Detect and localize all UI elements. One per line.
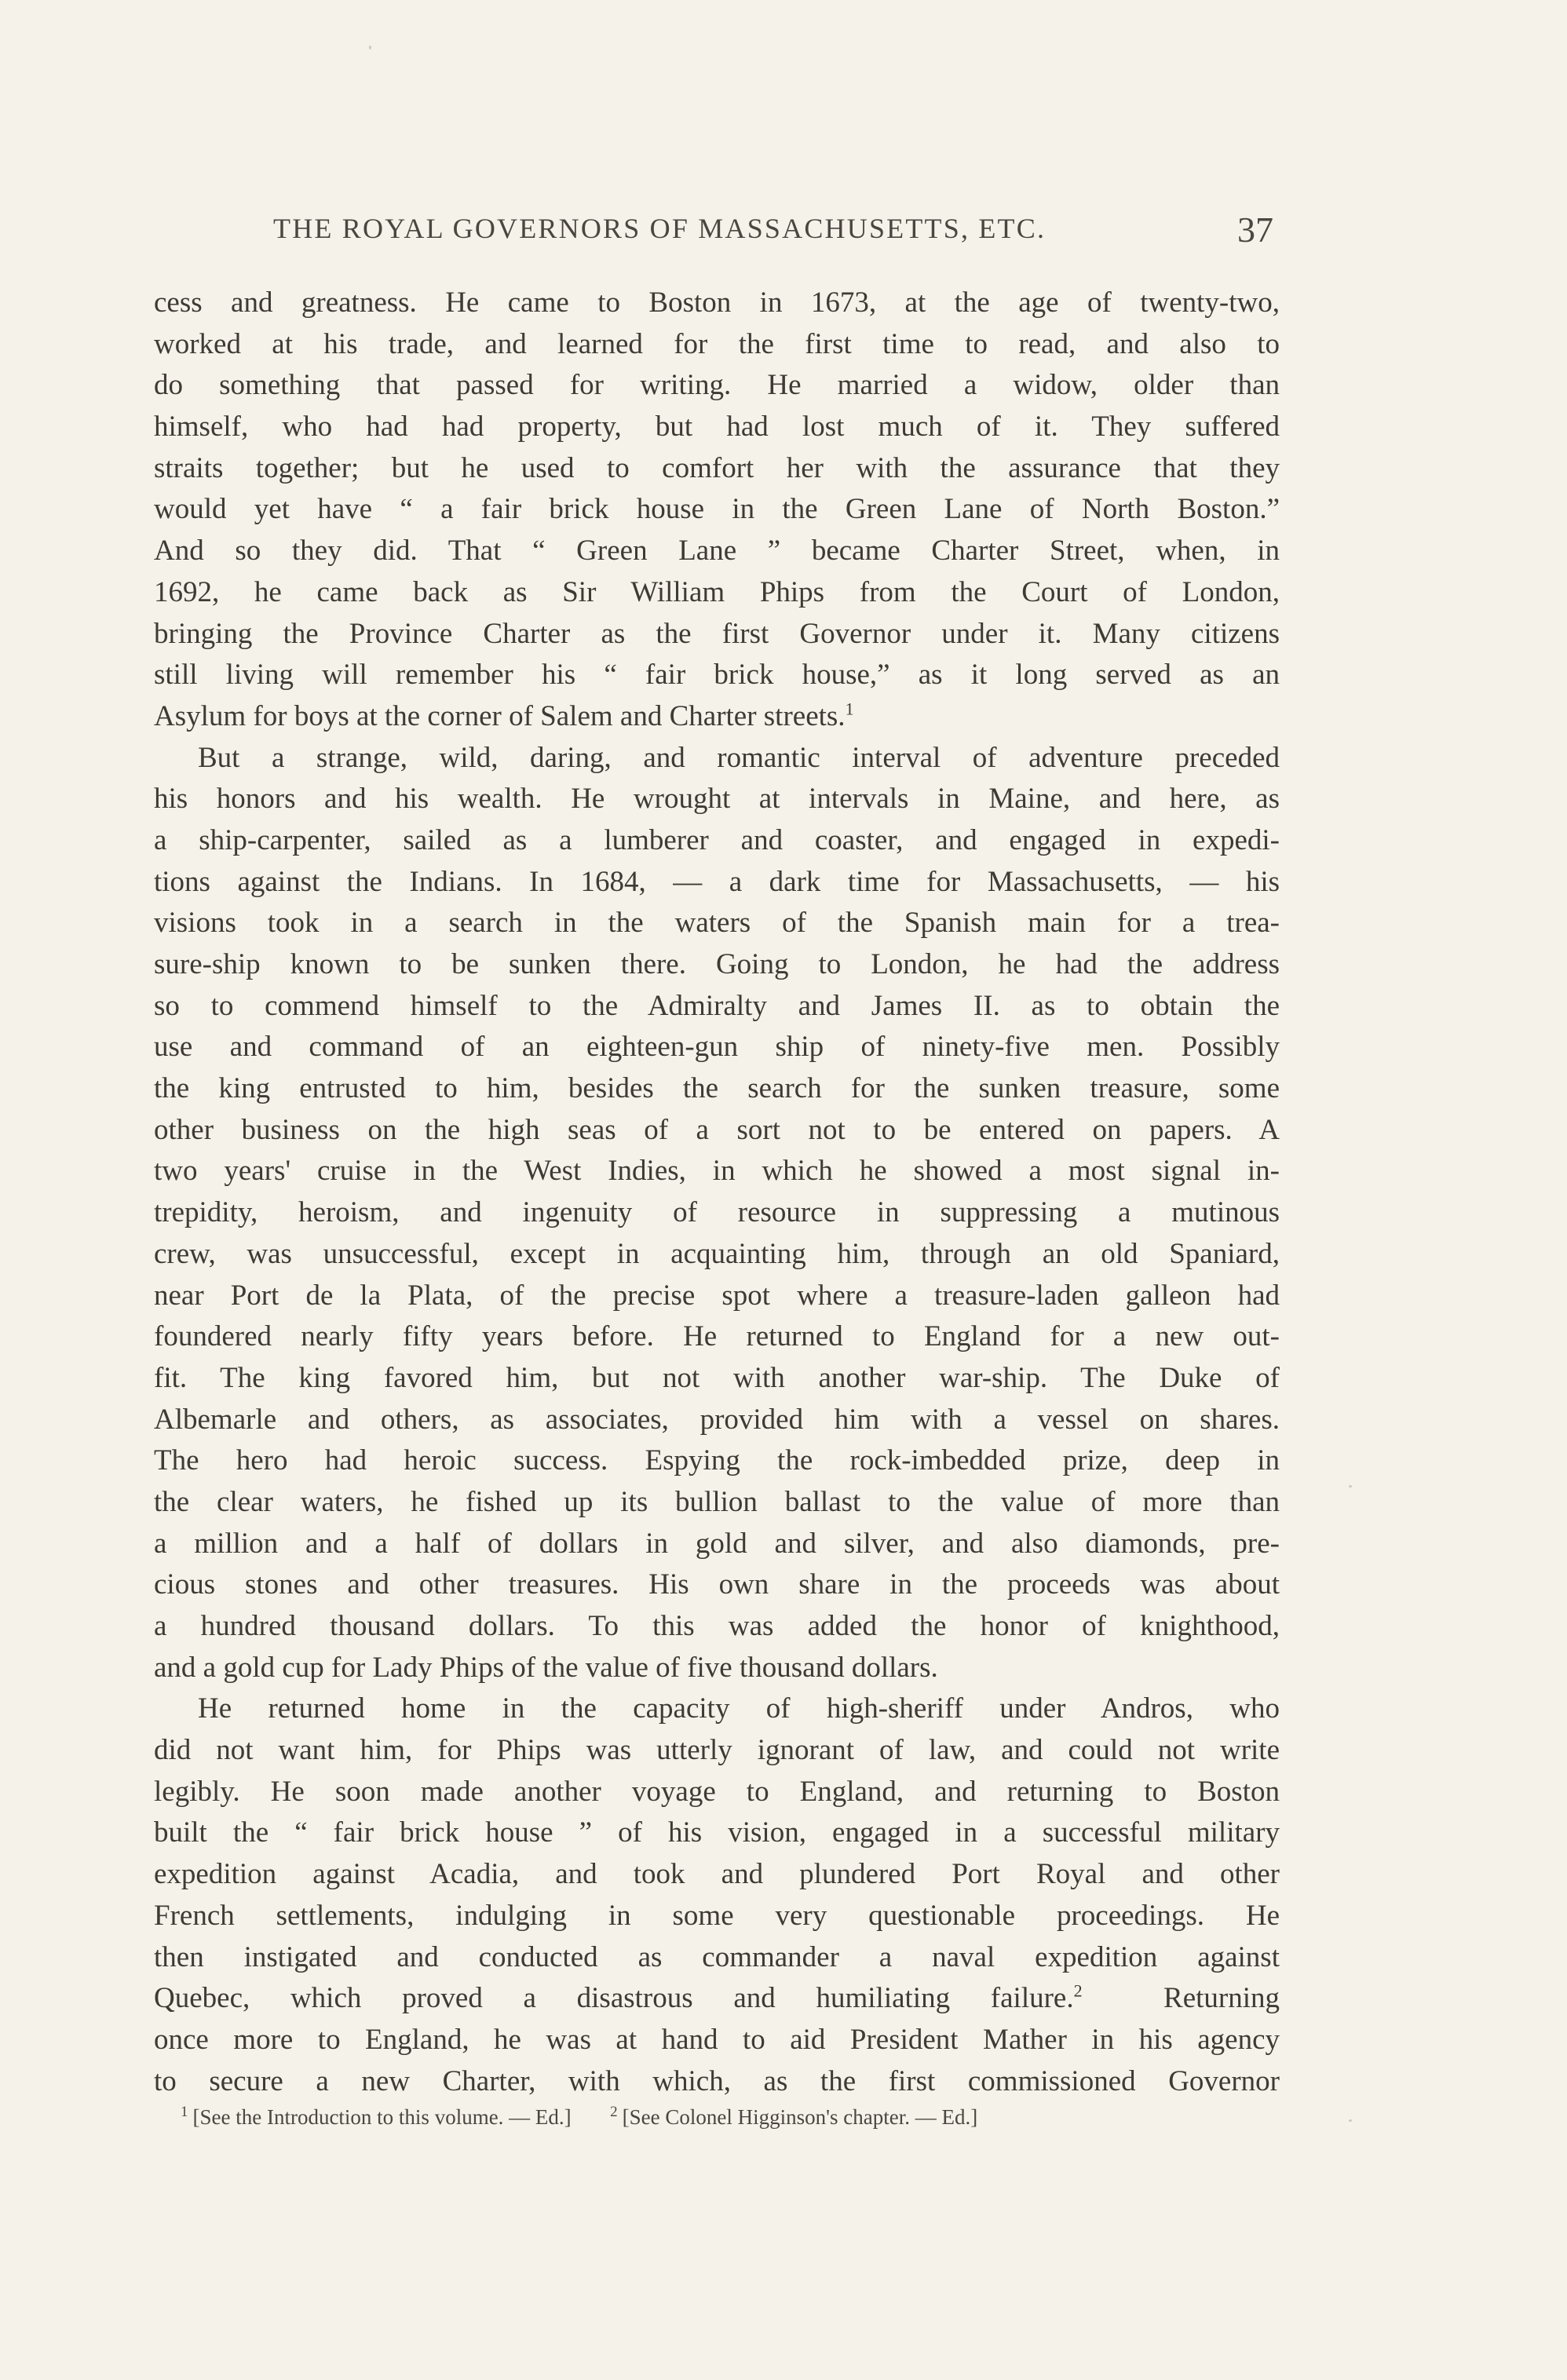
text-line bbox=[154, 696, 1280, 738]
footnotes bbox=[181, 2105, 977, 2130]
footnote-number: 1 bbox=[181, 2104, 188, 2120]
text-line: and a gold cup for Lady Phips of the value of five thousand dollars. bbox=[154, 1651, 938, 1684]
footnote-1 bbox=[181, 2105, 576, 2129]
text-line: 1692, he came back as Sir William Phips from the Court of London, bbox=[154, 575, 1280, 608]
text-line: expedition against Acadia, and took and plundered Port Royal and other bbox=[154, 1858, 1280, 1891]
footnote-text: [See Colonel Higginson's chapter. — Ed.] bbox=[622, 2105, 978, 2129]
footnote-text: [See the Introduction to this volume. — Ed.] bbox=[192, 2105, 572, 2129]
text-line: a million and a half of dollars in gold and silver, and also diamonds, pre- bbox=[154, 1527, 1280, 1560]
text-line: legibly. He soon made another voyage to England, and returning to Boston bbox=[154, 1775, 1280, 1808]
text-line: a hundred thousand dollars. To this was added the honor of knighthood, bbox=[154, 1610, 1280, 1642]
text-line: bringing the Province Charter as the first Governor under it. Many citizens bbox=[154, 617, 1280, 650]
paper-speck bbox=[1349, 2119, 1352, 2122]
text-line: to secure a new Charter, with which, as the first commissioned Governor bbox=[154, 2064, 1280, 2097]
text-line: a ship-carpenter, sailed as a lumberer and coaster, and engaged in expedi- bbox=[154, 823, 1280, 856]
text-line: the clear waters, he fished up its bullion ballast to the value of more than bbox=[154, 1485, 1280, 1518]
text-line: built the “ fair brick house ” of his vision, engaged in a successful military bbox=[154, 1816, 1280, 1849]
text-line: fit. The king favored him, but not with another war-ship. The Duke of bbox=[154, 1361, 1280, 1394]
text-line: do something that passed for writing. He married a widow, older than bbox=[154, 369, 1280, 402]
text-line: once more to England, he was at hand to aid President Mather in his agency bbox=[154, 2023, 1280, 2056]
text-line bbox=[154, 1978, 1280, 2020]
text-line: straits together; but he used to comfort her with the assurance that they bbox=[154, 451, 1280, 484]
text-line-content: Asylum for boys at the corner of Salem and Charter streets. bbox=[154, 699, 846, 732]
footnote-2 bbox=[610, 2105, 977, 2129]
text-line: other business on the high seas of a sort not to be entered on papers. A bbox=[154, 1113, 1280, 1146]
body-text bbox=[154, 283, 1280, 2102]
text-line: worked at his trade, and learned for the first time to read, and also to bbox=[154, 327, 1280, 360]
footnote-marker: 1 bbox=[845, 699, 854, 719]
paper-speck bbox=[1349, 1485, 1352, 1488]
text-line: cious stones and other treasures. His own share in the proceeds was about bbox=[154, 1568, 1280, 1601]
text-line: would yet have “ a fair brick house in the Green Lane of North Boston.” bbox=[154, 493, 1280, 526]
text-line-content: Quebec, which proved a disastrous and humiliating failure. bbox=[154, 1982, 1074, 2015]
text-line: then instigated and conducted as commander a naval expedition against bbox=[154, 1940, 1280, 1973]
text-line: near Port de la Plata, of the precise spot where a treasure-laden galleon had bbox=[154, 1279, 1280, 1312]
text-line: visions took in a search in the waters of the Spanish main for a trea- bbox=[154, 907, 1280, 940]
text-line: French settlements, indulging in some very questionable proceedings. He bbox=[154, 1899, 1280, 1932]
text-line: use and command of an eighteen-gun ship of ninety-five men. Possibly bbox=[154, 1031, 1280, 1064]
text-line: did not want him, for Phips was utterly ignorant of law, and could not write bbox=[154, 1734, 1280, 1767]
text-line: trepidity, heroism, and ingenuity of resource in suppressing a mutinous bbox=[154, 1196, 1280, 1229]
text-line: tions against the Indians. In 1684, — a dark time for Massachusetts, — his bbox=[154, 865, 1280, 898]
text-line: himself, who had had property, but had lost much of it. They suffered bbox=[154, 411, 1280, 444]
text-line: his honors and his wealth. He wrought at intervals in Maine, and here, as bbox=[154, 783, 1280, 816]
footnote-number: 2 bbox=[610, 2104, 618, 2120]
text-line: The hero had heroic success. Espying the rock-imbedded prize, deep in bbox=[154, 1444, 1280, 1477]
text-line: still living will remember his “ fair brick house,” as it long served as an bbox=[154, 659, 1280, 692]
text-line-content: Returning bbox=[1163, 1982, 1280, 2015]
text-line: cess and greatness. He came to Boston in 1673, at the age of twenty-two, bbox=[154, 287, 1280, 319]
text-line: Albemarle and others, as associates, provided him with a vessel on shares. bbox=[154, 1403, 1280, 1436]
paper-speck bbox=[369, 46, 371, 49]
page-number: 37 bbox=[1237, 210, 1273, 250]
footnote-marker: 2 bbox=[1073, 1980, 1083, 2001]
text-line: so to commend himself to the Admiralty and James II. as to obtain the bbox=[154, 989, 1280, 1022]
text-line: And so they did. That “ Green Lane ” became Charter Street, when, in bbox=[154, 535, 1280, 568]
running-head: THE ROYAL GOVERNORS OF MASSACHUSETTS, ETC. bbox=[273, 213, 1046, 244]
text-line: crew, was unsuccessful, except in acquainting him, through an old Spaniard, bbox=[154, 1237, 1280, 1270]
text-line: two years' cruise in the West Indies, in which he showed a most signal in- bbox=[154, 1155, 1280, 1188]
text-line: sure-ship known to be sunken there. Going to London, he had the address bbox=[154, 948, 1280, 980]
paragraph-start-line: But a strange, wild, daring, and romantic interval of adventure preceded bbox=[198, 741, 1280, 774]
text-line: the king entrusted to him, besides the search for the sunken treasure, some bbox=[154, 1072, 1280, 1105]
text-line: foundered nearly fifty years before. He returned to England for a new out- bbox=[154, 1320, 1280, 1353]
paragraph-start-line: He returned home in the capacity of high-sheriff under Andros, who bbox=[198, 1692, 1280, 1725]
